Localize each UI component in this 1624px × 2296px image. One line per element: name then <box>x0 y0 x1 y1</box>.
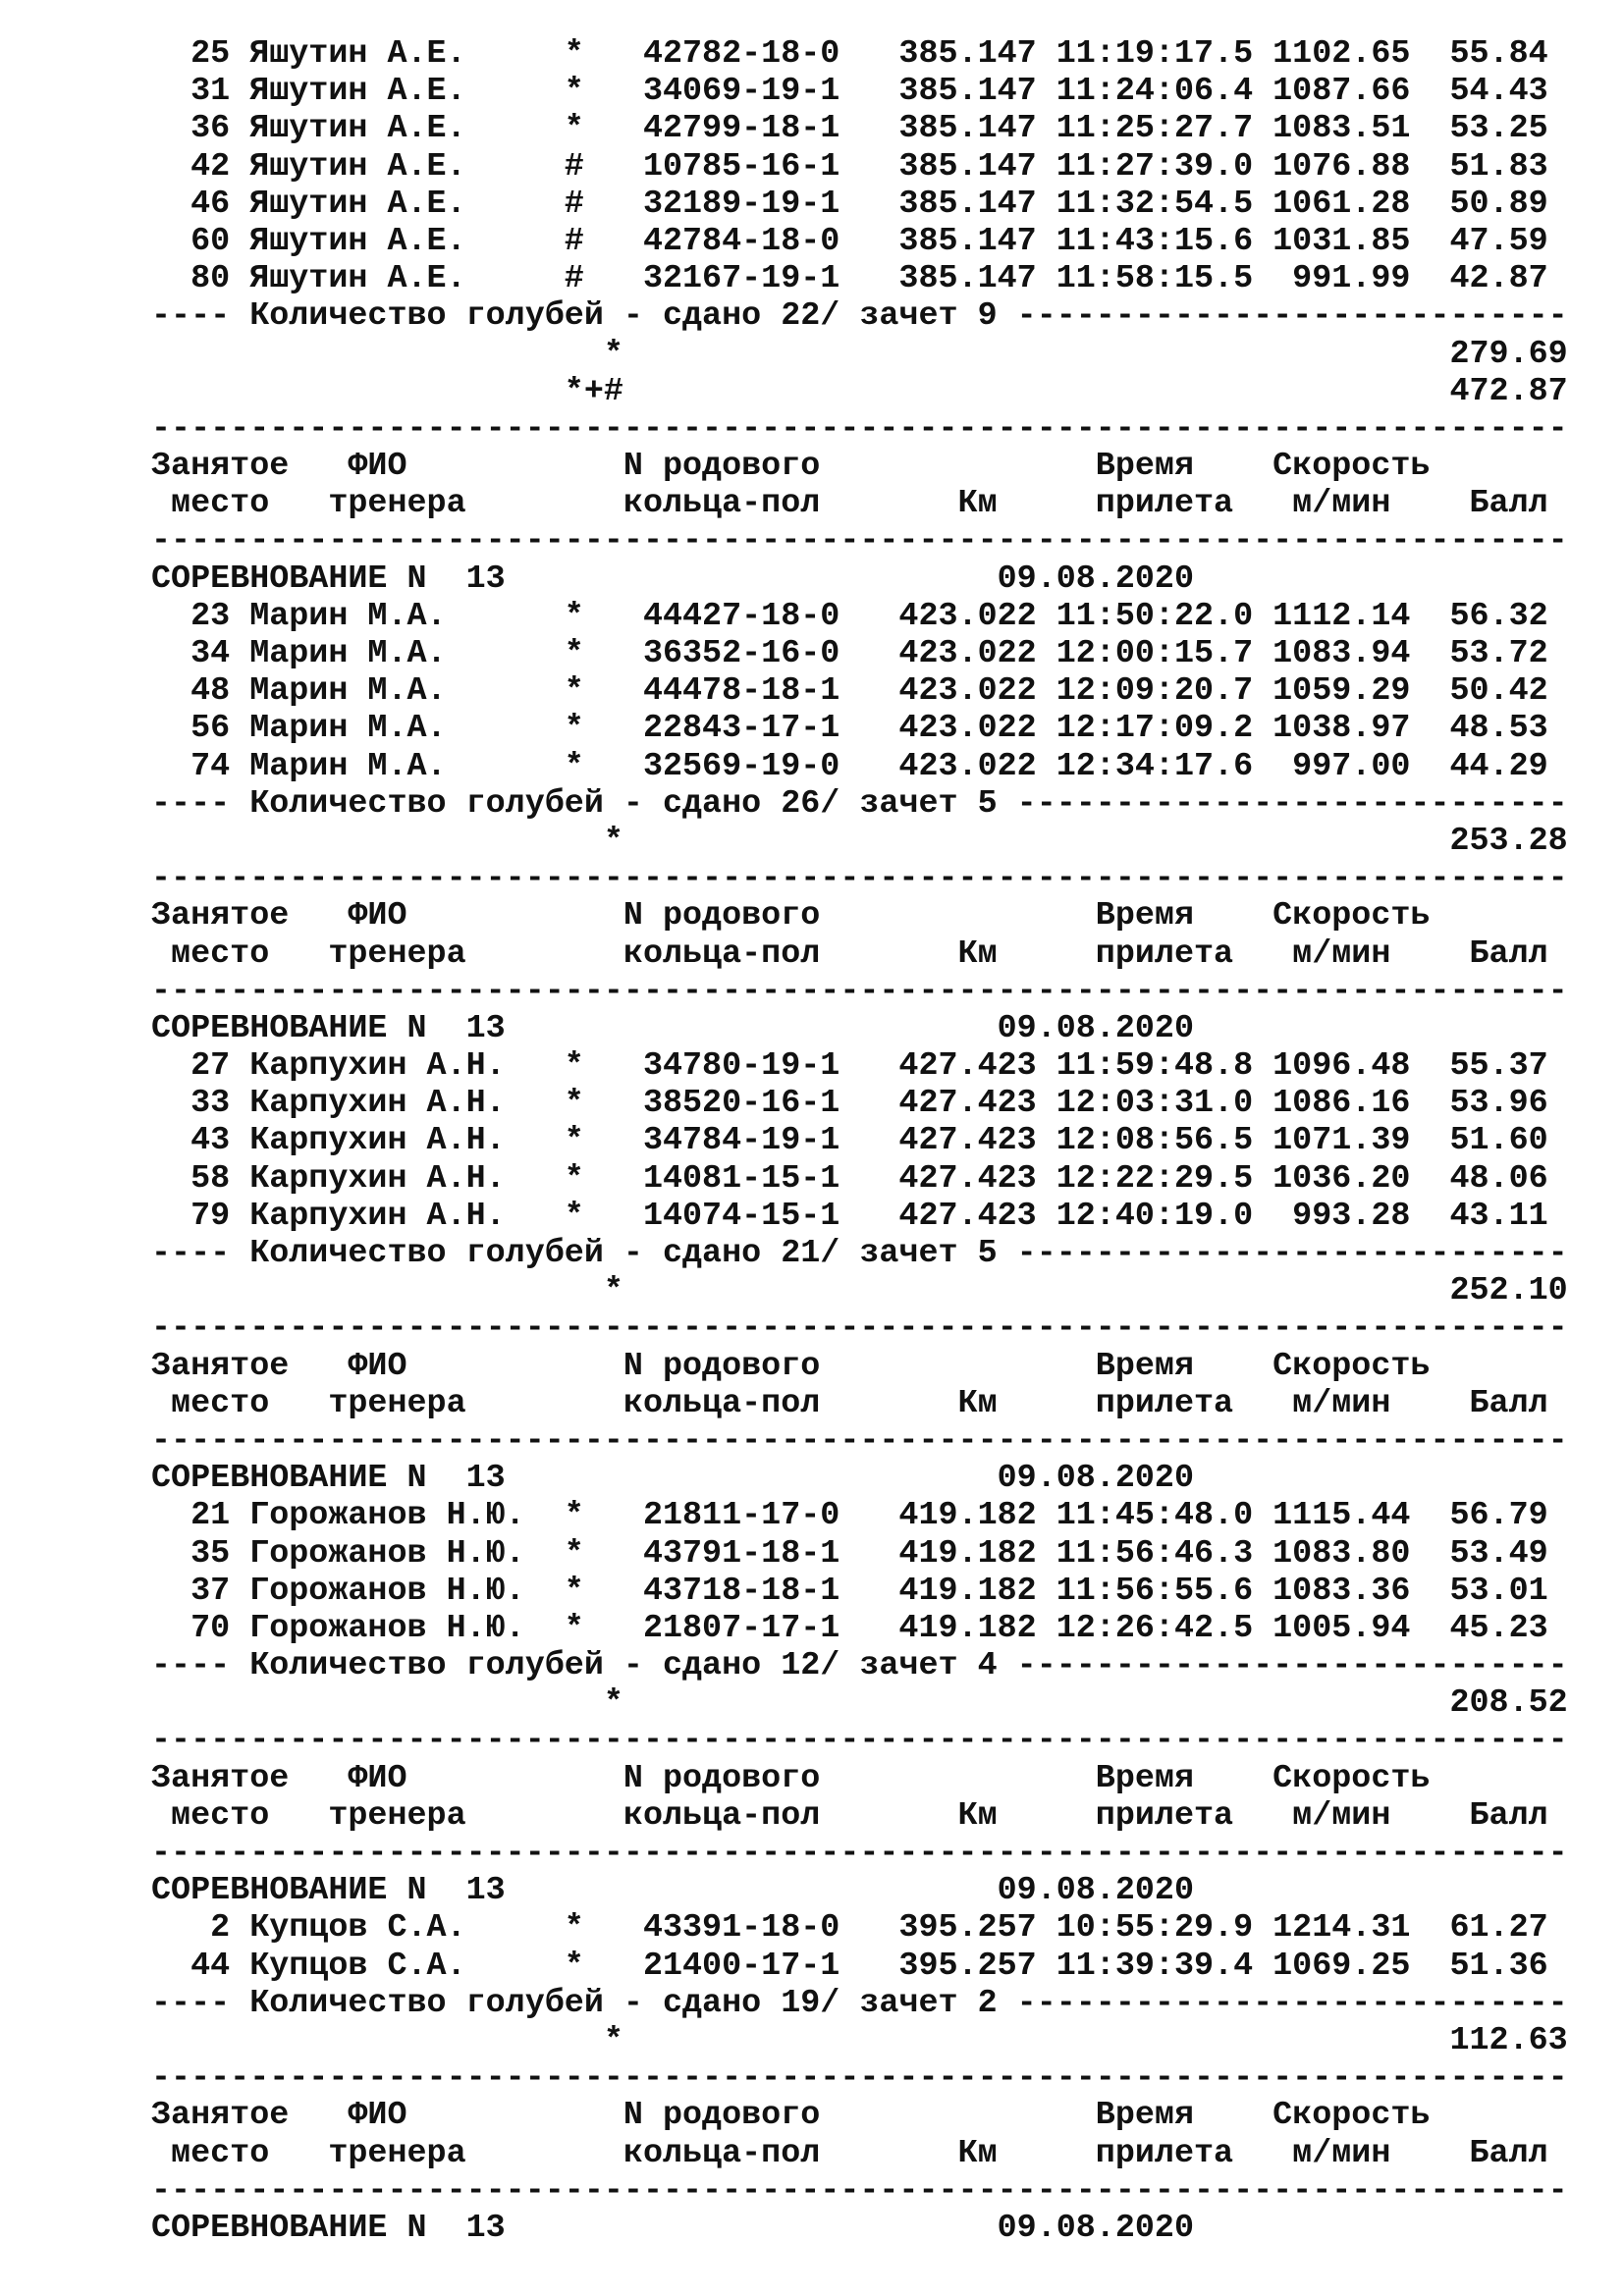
printout-line: 44 Купцов С.А. * 21400-17-1 395.257 11:39:39.4 1069.25 51.36 <box>151 1947 1548 1985</box>
printout-line: 42 Яшутин А.Е. # 10785-16-1 385.147 11:27:39.0 1076.88 51.83 <box>151 147 1548 186</box>
printout-line: 58 Карпухин А.Н. * 14081-15-1 427.423 12:22:29.5 1036.20 48.06 <box>151 1159 1548 1198</box>
printout-line: 23 Марин М.А. * 44427-18-0 423.022 11:50:22.0 1112.14 56.32 <box>151 597 1548 635</box>
printout-line: 43 Карпухин А.Н. * 34784-19-1 427.423 12:08:56.5 1071.39 51.60 <box>151 1122 1548 1160</box>
printout-line: * 252.10 <box>151 1272 1568 1310</box>
printout-line: место тренера кольца-пол Км прилета м/мин Балл <box>151 1384 1548 1422</box>
printout-line: ------------------------------------------------------------------------ <box>151 409 1568 448</box>
printout-line: место тренера кольца-пол Км прилета м/мин Балл <box>151 2134 1548 2172</box>
printout-line: ---- Количество голубей - сдано 12/ зачет 4 ---------------------------- <box>151 1647 1568 1685</box>
printout-line: 80 Яшутин А.Е. # 32167-19-1 385.147 11:58:15.5 991.99 42.87 <box>151 260 1548 298</box>
printout-line: 70 Горожанов Н.Ю. * 21807-17-1 419.182 12:26:42.5 1005.94 45.23 <box>151 1609 1548 1647</box>
printout-line: 60 Яшутин А.Е. # 42784-18-0 385.147 11:43:15.6 1031.85 47.59 <box>151 222 1548 260</box>
printout-line: 2 Купцов С.А. * 43391-18-0 395.257 10:55:29.9 1214.31 61.27 <box>151 1909 1548 1948</box>
printout-line: Занятое ФИО N родового Время Скорость <box>151 2097 1431 2135</box>
printout-line: ------------------------------------------------------------------------ <box>151 522 1568 561</box>
printout-line: место тренера кольца-пол Км прилета м/мин Балл <box>151 1796 1548 1835</box>
printout-line: место тренера кольца-пол Км прилета м/мин Балл <box>151 485 1548 523</box>
printout-line: СОРЕВНОВАНИЕ N 13 09.08.2020 <box>151 1009 1194 1047</box>
printout-line: место тренера кольца-пол Км прилета м/мин Балл <box>151 934 1548 973</box>
results-printout <box>151 35 1585 2247</box>
printout-line: 21 Горожанов Н.Ю. * 21811-17-0 419.182 11:45:48.0 1115.44 56.79 <box>151 1497 1548 1535</box>
printout-line: ---- Количество голубей - сдано 19/ зачет 2 ---------------------------- <box>151 1984 1568 2022</box>
printout-line: Занятое ФИО N родового Время Скорость <box>151 1759 1431 1797</box>
printout-line: Занятое ФИО N родового Время Скорость <box>151 897 1431 935</box>
printout-line: 34 Марин М.А. * 36352-16-0 423.022 12:00:15.7 1083.94 53.72 <box>151 635 1548 672</box>
printout-line: ------------------------------------------------------------------------ <box>151 1835 1568 1872</box>
printout-line: 48 Марин М.А. * 44478-18-1 423.022 12:09:20.7 1059.29 50.42 <box>151 672 1548 711</box>
printout-line: 46 Яшутин А.Е. # 32189-19-1 385.147 11:32:54.5 1061.28 50.89 <box>151 185 1548 223</box>
printout-line: ---- Количество голубей - сдано 26/ зачет 5 ---------------------------- <box>151 784 1568 823</box>
printout-line: * 112.63 <box>151 2021 1568 2059</box>
printout-line: СОРЕВНОВАНИЕ N 13 09.08.2020 <box>151 2209 1194 2247</box>
printout-line: 25 Яшутин А.Е. * 42782-18-0 385.147 11:19:17.5 1102.65 55.84 <box>151 35 1548 73</box>
printout-line: ------------------------------------------------------------------------ <box>151 860 1568 898</box>
printout-line: 56 Марин М.А. * 22843-17-1 423.022 12:17:09.2 1038.97 48.53 <box>151 710 1548 748</box>
printout-line: СОРЕВНОВАНИЕ N 13 09.08.2020 <box>151 560 1194 598</box>
printout-line: ------------------------------------------------------------------------ <box>151 1421 1568 1460</box>
printout-line: ------------------------------------------------------------------------ <box>151 1722 1568 1760</box>
printout-line: * 208.52 <box>151 1684 1568 1723</box>
printout-line: Занятое ФИО N родового Время Скорость <box>151 448 1431 486</box>
printout-line: ------------------------------------------------------------------------ <box>151 2059 1568 2098</box>
printout-line: 31 Яшутин А.Е. * 34069-19-1 385.147 11:24:06.4 1087.66 54.43 <box>151 73 1548 111</box>
printout-line: 36 Яшутин А.Е. * 42799-18-1 385.147 11:25:27.7 1083.51 53.25 <box>151 110 1548 148</box>
printout-line: * 253.28 <box>151 822 1568 860</box>
printout-line: ------------------------------------------------------------------------ <box>151 1309 1568 1348</box>
printout-line: 74 Марин М.А. * 32569-19-0 423.022 12:34:17.6 997.00 44.29 <box>151 747 1548 785</box>
printout-line: СОРЕВНОВАНИЕ N 13 09.08.2020 <box>151 1460 1194 1498</box>
printout-line: ------------------------------------------------------------------------ <box>151 972 1568 1010</box>
printout-line: СОРЕВНОВАНИЕ N 13 09.08.2020 <box>151 1872 1194 1910</box>
printout-line: * 279.69 <box>151 335 1568 373</box>
printout-line: 35 Горожанов Н.Ю. * 43791-18-1 419.182 11:56:46.3 1083.80 53.49 <box>151 1534 1548 1573</box>
printout-line: ---- Количество голубей - сдано 22/ зачет 9 ---------------------------- <box>151 297 1568 336</box>
printout-line: Занятое ФИО N родового Время Скорость <box>151 1347 1431 1385</box>
printout-line: *+# 472.87 <box>151 372 1568 410</box>
printout-line: 79 Карпухин А.Н. * 14074-15-1 427.423 12:40:19.0 993.28 43.11 <box>151 1197 1548 1235</box>
printout-line: 33 Карпухин А.Н. * 38520-16-1 427.423 12:03:31.0 1086.16 53.96 <box>151 1085 1548 1123</box>
printout-line: ------------------------------------------------------------------------ <box>151 2171 1568 2210</box>
printout-line: 27 Карпухин А.Н. * 34780-19-1 427.423 11:59:48.8 1096.48 55.37 <box>151 1047 1548 1086</box>
printout-line: ---- Количество голубей - сдано 21/ зачет 5 ---------------------------- <box>151 1235 1568 1272</box>
printout-line: 37 Горожанов Н.Ю. * 43718-18-1 419.182 11:56:55.6 1083.36 53.01 <box>151 1572 1548 1610</box>
